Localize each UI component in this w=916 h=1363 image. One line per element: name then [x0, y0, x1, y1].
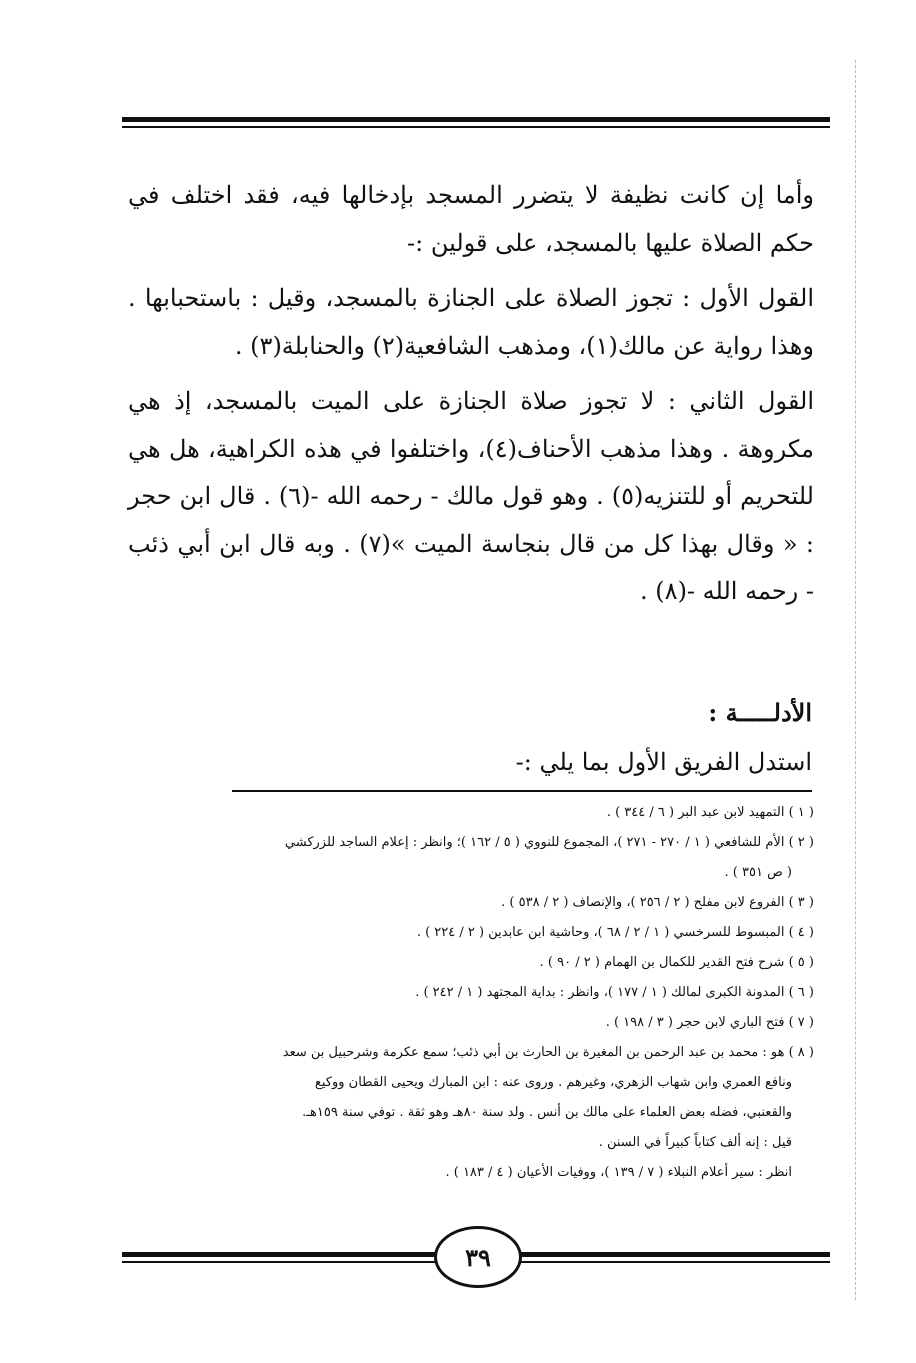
footnote-2-continuation: ( ص ٣٥١ ) .	[724, 865, 792, 880]
paragraph-intro: وأما إن كانت نظيفة لا يتضرر المسجد بإدخالها فيه، فقد اختلف في حكم الصلاة عليها بالمسجد، على قولين :-	[128, 181, 814, 257]
scan-edge-mark	[855, 60, 856, 1300]
footnote-2: ( ٢ ) الأم للشافعي ( ١ / ٢٧٠ - ٢٧١ )، المجموع للنووي ( ٥ / ١٦٢ )؛ وانظر : إعلام الساجد للزركشي	[284, 835, 814, 850]
header-rule-thick	[122, 117, 830, 122]
page-number: ٣٩	[465, 1242, 491, 1272]
footnote-3: ( ٣ ) الفروع لابن مفلح ( ٢ / ٢٥٦ )، والإنصاف ( ٢ / ٥٣٨ ) .	[501, 895, 814, 910]
main-body-text	[128, 172, 814, 616]
footnote-8: ( ٨ ) هو : محمد بن عبد الرحمن بن المغيرة بن الحارث بن أبي ذئب؛ سمع عكرمة وشرحبيل بن سعد	[282, 1045, 814, 1060]
footnote-8-continuation: والقعنبي، فضله بعض العلماء على مالك بن أنس . ولد سنة ٨٠هـ وهو ثقة . توفي سنة ١٥٩هـ.	[302, 1105, 792, 1120]
footnote-8-continuation: ونافع العمري وابن شهاب الزهري، وغيرهم . وروى عنه : ابن المبارك ويحيى القطان ووكيع	[314, 1075, 792, 1090]
footnotes-block	[128, 798, 814, 1188]
footnote-4: ( ٤ ) المبسوط للسرخسي ( ١ / ٢ / ٦٨ )، وحاشية ابن عابدين ( ٢ / ٢٢٤ ) .	[416, 925, 814, 940]
header-rule-thin	[122, 126, 830, 128]
footnote-5: ( ٥ ) شرح فتح القدير للكمال بن الهمام ( ٢ / ٩٠ ) .	[539, 955, 814, 970]
page-number-badge	[434, 1226, 522, 1288]
footnote-8-continuation: انظر : سير أعلام النبلاء ( ٧ / ١٣٩ )، ووفيات الأعيان ( ٤ / ١٨٣ ) .	[445, 1165, 792, 1180]
footnote-6: ( ٦ ) المدونة الكبرى لمالك ( ١ / ١٧٧ )، وانظر : بداية المجتهد ( ١ / ٢٤٢ ) .	[415, 985, 814, 1000]
footnote-1: ( ١ ) التمهيد لابن عبد البر ( ٦ / ٣٤٤ ) .	[606, 805, 814, 820]
footnote-8-continuation: قيل : إنه ألف كتاباً كبيراً في السنن .	[598, 1135, 792, 1150]
footnote-7: ( ٧ ) فتح الباري لابن حجر ( ٣ / ١٩٨ ) .	[605, 1015, 814, 1030]
section-subheading: استدل الفريق الأول بما يلي :-	[515, 748, 812, 776]
footnote-separator	[232, 790, 812, 792]
paragraph-second-opinion: القول الثاني : لا تجوز صلاة الجنازة على الميت بالمسجد، إذ هي مكروهة . وهذا مذهب الأحناف(٤)، واختلفوا في هذه الكراهية، هل هي للتحريم أو للتنزيه(٥) . وهو قول مالك - رحمه الله -(٦) . قال ابن حجر : « وقال بهذا كل من قال بنجاسة الميت »(٧) . وبه قال ابن أبي ذئب - رحمه الله -(٨) .	[128, 387, 814, 605]
section-heading: الأدلـــــة :	[708, 698, 812, 727]
paragraph-first-opinion: القول الأول : تجوز الصلاة على الجنازة بالمسجد، وقيل : باستحبابها . وهذا رواية عن مالك(١)، ومذهب الشافعية(٢) والحنابلة(٣) .	[128, 284, 814, 360]
